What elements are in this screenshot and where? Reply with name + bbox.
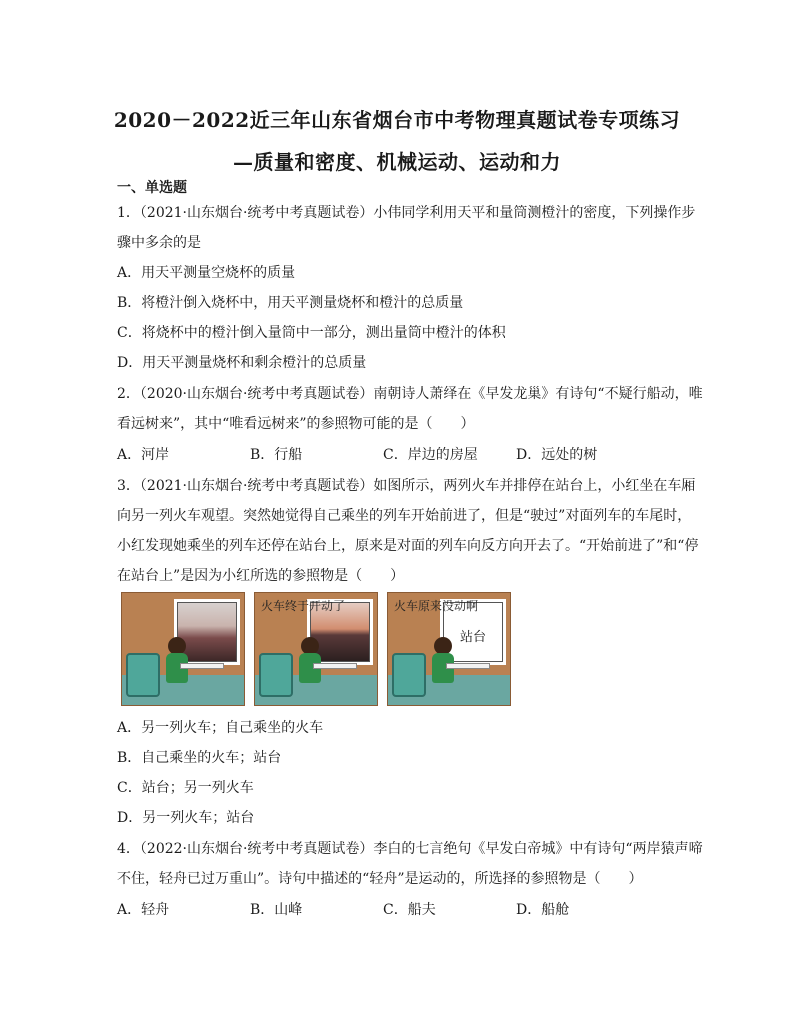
figure-panel-3 — [387, 592, 511, 706]
page-subtitle: —质量和密度、机械运动、运动和力 — [233, 150, 561, 174]
question-2-option-a: A．河岸 — [117, 447, 170, 463]
section-heading: 一、单选题 — [117, 180, 187, 196]
page-title: 2020－2022近三年山东省烟台市中考物理真题试卷专项练习 — [113, 108, 681, 132]
figure-panel-2 — [254, 592, 378, 706]
question-3-text-cont3: 在站台上”是因为小红所选的参照物是（ ） — [117, 568, 405, 584]
question-4-option-d: D．船舱 — [516, 902, 570, 918]
question-2-option-b: B．行船 — [250, 447, 303, 463]
panel-caption: 火车终于开动了 — [261, 599, 346, 613]
question-4-option-c: C．船夫 — [383, 902, 436, 918]
question-1-option-b: B．将橙汁倒入烧杯中，用天平测量烧杯和橙汁的总质量 — [117, 295, 464, 311]
question-1-option-c: C．将烧杯中的橙汁倒入量筒中一部分，测出量筒中橙汁的体积 — [117, 325, 506, 341]
question-2-option-d: D．远处的树 — [516, 447, 598, 463]
window-table — [180, 663, 224, 669]
window-table — [313, 663, 357, 669]
question-1-option-d: D．用天平测量烧杯和剩余橙汁的总质量 — [117, 355, 367, 371]
panel-caption: 火车原来没动啊 — [394, 599, 479, 613]
question-2-option-c: C．岸边的房屋 — [383, 447, 478, 463]
question-3-text-cont1: 向另一列火车观望。突然她觉得自己乘坐的列车开始前进了，但是“驶过”对面列车的车尾时， — [117, 508, 692, 524]
question-1-option-a: A．用天平测量空烧杯的质量 — [117, 265, 296, 281]
question-4-option-b: B．山峰 — [250, 902, 303, 918]
question-1-text-cont: 骤中多余的是 — [117, 235, 201, 251]
question-3-option-d: D．另一列火车；站台 — [117, 810, 255, 826]
question-1-text: 1．（2021·山东烟台·统考中考真题试卷）小伟同学利用天平和量筒测橙汁的密度，下列操作步 — [117, 205, 696, 221]
question-4-text: 4．（2022·山东烟台·统考中考真题试卷）李白的七言绝句《早发白帝城》中有诗句“两岸猿声啼 — [117, 841, 703, 857]
question-2-text: 2．（2020·山东烟台·统考中考真题试卷）南朝诗人萧绎在《早发龙巢》有诗句“不疑行船动，唯 — [117, 386, 703, 402]
question-2-text-cont: 看远树来”，其中“唯看远树来”的参照物可能的是（ ） — [117, 416, 475, 432]
question-4-option-a: A．轻舟 — [117, 902, 170, 918]
train-figure — [121, 592, 514, 708]
figure-panel-1 — [121, 592, 245, 706]
question-4-options — [117, 900, 677, 920]
question-3-option-c: C．站台；另一列火车 — [117, 780, 254, 796]
question-3-text-cont2: 小红发现她乘坐的列车还停在站台上，原来是对面的列车向反方向开去了。“开始前进了”和“停 — [117, 538, 699, 554]
question-3-option-b: B．自己乘坐的火车；站台 — [117, 750, 282, 766]
station-label: 站台 — [459, 630, 486, 645]
question-3-option-a: A．另一列火车；自己乘坐的火车 — [117, 720, 324, 736]
question-3-text: 3．（2021·山东烟台·统考中考真题试卷）如图所示，两列火车并排停在站台上，小红坐在车厢 — [117, 478, 696, 494]
train-seat — [126, 653, 160, 697]
window-table — [446, 663, 490, 669]
question-4-text-cont: 不住，轻舟已过万重山”。诗句中描述的“轻舟”是运动的，所选择的参照物是（ ） — [117, 871, 643, 887]
question-2-options — [117, 445, 677, 465]
train-seat — [392, 653, 426, 697]
train-seat — [259, 653, 293, 697]
